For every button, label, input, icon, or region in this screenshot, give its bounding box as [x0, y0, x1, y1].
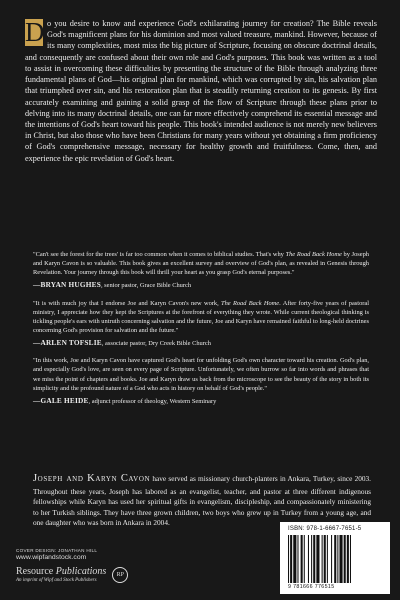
- endorser-signature: [33, 338, 369, 348]
- publisher-block: [16, 566, 128, 583]
- author-names: Joseph and Karyn Cavon: [33, 473, 151, 484]
- book-title-italic: The Road Back Home: [285, 251, 342, 258]
- quote-part: "In this work, Joe and Karyn Cavon have captured God's heart for unfolding God's own character toward his creation. God's plan, and especially God's love, are seen on every page of Scripture. Unfortunately, we often burrow so far into words and phrases that we miss the point of chapters and books. Joe and Karyn draw us back from the microscope to see the beauty of the story in both its simplicity and the profound nature of a God who acts in history on behalf of God's people.": [33, 357, 369, 392]
- endorsements: [33, 250, 369, 414]
- cover-design-credit: COVER DESIGN: JONATHAN HILL: [16, 548, 98, 553]
- publisher-website: www.wipfandstock.com: [16, 554, 87, 561]
- publisher-imprint: An imprint of Wipf and Stock Publishers: [16, 578, 97, 583]
- endorsement-1: [33, 250, 369, 291]
- description-blurb: [25, 18, 377, 164]
- endorser-role: , associate pastor, Dry Creek Bible Church: [101, 340, 211, 348]
- quote-part: "Can't see the forest for the trees' is far too common when it comes to biblical studies. That's why: [33, 251, 286, 258]
- endorsement-3: [33, 356, 369, 406]
- book-title-italic: The Road Back Home: [221, 299, 280, 307]
- barcode-icon: [288, 535, 382, 583]
- endorser-name: —BRYAN HUGHES: [33, 280, 101, 290]
- publisher-footer: [16, 548, 128, 583]
- endorser-role: , senior pastor, Grace Bible Church: [100, 282, 192, 290]
- endorsement-quote: [33, 356, 369, 392]
- quote-part: . After forty-five years of pastoral ministry, I appreciate how they kept the Scriptures at the forefront of everything they wrote. While current theological thinking is tickling people's ears with untruth concerning salvation and the future, Joe and Karyn have remained faithful to long-held doctrines concerning God's provision for salvation and the future.": [33, 299, 370, 334]
- blurb-text: o you desire to know and experience God's exhilarating journey for creation? The Bible reveals God's magnificent plans for his dominion and most valued treasure, mankind. However, because of its many complexities, most miss the big picture of Scripture, focusing on obscure doctrinal details, and consequently are confused about their own role and God's purposes. This book was written as a tool to assist in overcoming these difficulties by presenting the structure of the Bible through analyzing three fundamental plans of God—his original plan for mankind, which was corrupted by sin, his salvation plan that triumphed over sin, and his restoration plan that is steadily returning creation to its genesis. By first accurately examining and gaining a solid grasp of the flow of Scripture through these plans prior to delving into its many doctrinal details, one can far more effectively comprehend its essential message and the intentions of God's heart toward his people. This book's intended audience is not merely new believers in Christ, but also those who have been Christians for many years without yet obtaining a firm proficiency of God's comprehensive message, necessary for healthy growth and fruitfulness. Come, then, and experience the epic revelation of God's heart.: [25, 19, 377, 163]
- quote-part: "It is with much joy that I endorse Joe and Karyn Cavon's new work,: [33, 299, 222, 307]
- drop-cap: D: [25, 17, 45, 47]
- publisher-logo-icon: RP: [112, 567, 128, 583]
- endorser-role: , adjunct professor of theology, Western Seminary: [88, 397, 217, 405]
- endorsement-quote: [33, 299, 369, 335]
- author-bio-text: have served as missionary church-planters in Ankara, Turkey, since 2003. Throughout these years, Joseph has labored as an evangelist, teacher, and pastor at three different indigenous fellowships while Karyn has used her spiritual gifts in evangelism, discipleship, and compassionately ministering to her Turkish siblings. They have three grown children, two boys who grew up in Turkey from a young age, and one daughter who was born in Ankara in 2004.: [33, 474, 371, 527]
- endorsement-2: [33, 299, 369, 349]
- quote-part: by Joseph and Karyn Cavon is so valuable. This book gives an excellent survey and overview of God's plan, as revealed in Genesis through Revelation. Your journey through this book will thrill your heart as you grasp God's eternal purposes.": [33, 251, 369, 277]
- endorser-signature: [33, 280, 369, 290]
- barcode-digits: 9 781666 776515: [288, 584, 335, 590]
- isbn-barcode: [280, 522, 390, 594]
- endorsement-quote: [33, 250, 369, 277]
- author-bio: [33, 472, 371, 528]
- endorser-signature: [33, 396, 369, 406]
- publisher-name: Resource Publications: [16, 566, 107, 577]
- endorser-name: —ARLEN TOFSLIE: [33, 338, 102, 348]
- endorser-name: —GALE HEIDE: [33, 395, 89, 405]
- isbn-number: ISBN: 978-1-6667-7651-5: [288, 526, 362, 532]
